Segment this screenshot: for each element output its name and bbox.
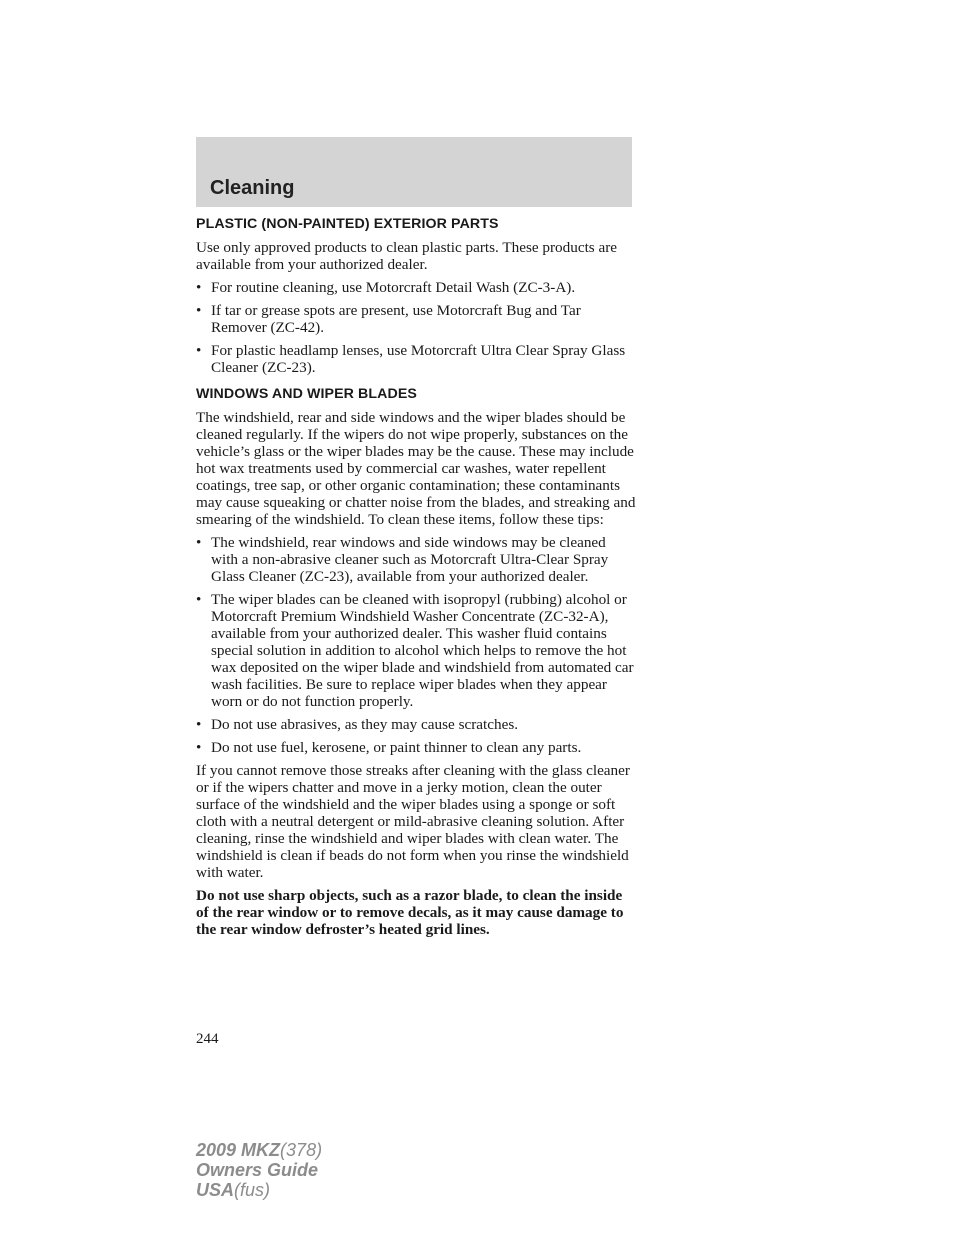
bullet-icon: • [196, 716, 202, 733]
windows-intro: The windshield, rear and side windows and the wiper blades should be cleaned regularly. If the wipers do not wipe properly, substances on the vehicle’s glass or the wiper blades may be the cause. These may include hot wax treatments used by commercial car washes, water repellent coatings, tree sap, or other organic contamination; these contaminants may cause squeaking or chatter noise from the blades, and streaking and smearing of the windshield. To clean these items, follow these tips: [196, 409, 636, 528]
bullet-icon: • [196, 302, 202, 319]
list-item: • For plastic headlamp lenses, use Motorcraft Ultra Clear Spray Glass Cleaner (ZC-23). [196, 342, 626, 376]
section-title: Cleaning [210, 177, 295, 199]
footer-guide-line: Owners Guide [196, 1160, 319, 1180]
list-item: • Do not use fuel, kerosene, or paint thinner to clean any parts. [196, 739, 582, 756]
footer-region-line: USA(fus) [196, 1180, 271, 1200]
plastic-parts-list [196, 279, 636, 376]
windows-followup: If you cannot remove those streaks after cleaning with the glass cleaner or if the wipers chatter and move in a jerky motion, clean the outer surface of the windshield and the wiper blades using a sponge or soft cloth with a neutral detergent or mild-abrasive cleaning solution. After cleaning, rinse the windshield and wiper blades with clean water. The windshield is clean if beads do not form when you rinse the windshield with water. [196, 762, 630, 881]
plastic-parts-heading: PLASTIC (NON-PAINTED) EXTERIOR PARTS [196, 216, 499, 232]
bullet-icon: • [196, 534, 202, 551]
page-content [196, 216, 636, 944]
page-number: 244 [196, 1031, 219, 1047]
bullet-icon: • [196, 279, 202, 296]
document-footer [196, 1140, 322, 1200]
list-item: • If tar or grease spots are present, use Motorcraft Bug and Tar Remover (ZC-42). [196, 302, 581, 336]
list-item: • The windshield, rear windows and side windows may be cleaned with a non-abrasive cleaner such as Motorcraft Ultra-Clear Spray Glass Cleaner (ZC-23), available from your authorized dealer. [196, 534, 609, 585]
windows-heading: WINDOWS AND WIPER BLADES [196, 386, 417, 402]
list-item: • For routine cleaning, use Motorcraft Detail Wash (ZC-3-A). [196, 279, 576, 296]
section-header-band [196, 137, 632, 207]
list-item: • The wiper blades can be cleaned with isopropyl (rubbing) alcohol or Motorcraft Premium Windshield Washer Concentrate (ZC-32-A), available from your authorized dealer. This washer fluid contains special solution in addition to alcohol which helps to remove the hot wax deposited on the wiper blade and windshield from automated car wash facilities. Be sure to replace wiper blades when they appear worn or do not function properly. [196, 591, 634, 710]
bullet-icon: • [196, 591, 202, 608]
defroster-warning: Do not use sharp objects, such as a razor blade, to clean the inside of the rear window or to remove decals, as it may cause damage to the rear window defroster’s heated grid lines. [196, 887, 624, 938]
bullet-icon: • [196, 739, 202, 756]
windows-tips-list [196, 534, 636, 756]
bullet-icon: • [196, 342, 202, 359]
plastic-parts-intro: Use only approved products to clean plastic parts. These products are available from your authorized dealer. [196, 239, 618, 273]
list-item: • Do not use abrasives, as they may cause scratches. [196, 716, 519, 733]
footer-model-line: 2009 MKZ(378) [196, 1140, 323, 1160]
